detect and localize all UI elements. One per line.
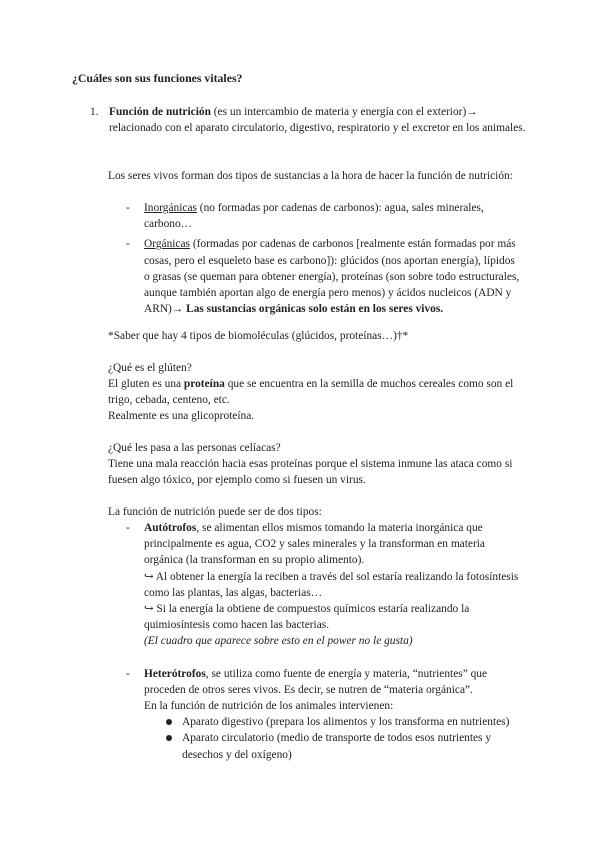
list-item-heterotrophs <box>126 666 522 763</box>
dash-marker: - <box>126 667 130 680</box>
dash-marker: - <box>126 202 130 214</box>
circulatory-text: Aparato circulatorio (medio de transporte de todos esos nutrientes y desechos y del oxígeno) <box>182 732 492 761</box>
substances-intro: Los seres vivos forman dos tipos de sustancias a la hora de hacer la función de nutrición: <box>108 170 513 182</box>
gluten-answer-end: que se encuentra en la semilla de muchos cereales como son el trigo, cebada, centeno, etc. <box>108 378 514 407</box>
gluten-answer-bold: proteína <box>183 378 225 390</box>
inorganic-label: Inorgánicas <box>144 202 197 214</box>
nutrition-types-list <box>126 520 522 763</box>
animals-intro: En la función de nutrición de los animales intervienen: <box>144 700 394 713</box>
celiac-question: ¿Qué les pasa a las personas celíacas? <box>108 442 281 454</box>
substances-list <box>126 200 522 317</box>
gluten-extra: Realmente es una glicoproteína. <box>108 410 255 422</box>
heterotrophs-text: , se utiliza como fuente de energía y materia, “nutrientes” que proceden de otros seres vivos. Es decir, se nutren de “materia orgánica”. <box>144 667 488 696</box>
gluten-answer-start: El gluten es una <box>108 378 184 390</box>
section-number: 1. <box>90 106 99 118</box>
page-heading: ¿Cuáles son sus funciones vitales? <box>72 71 243 85</box>
list-item-digestive <box>164 714 522 730</box>
types-intro: La función de nutrición puede ser de dos tipos: <box>108 506 322 518</box>
photosynthesis-note: ↪ Al obtener la energía la reciben a través del sol estaría realizando la fotosíntesis como las plantas, las algas, bacterias… <box>144 570 519 599</box>
dash-marker: - <box>126 238 130 251</box>
section-nutrition <box>90 104 530 136</box>
chemosynthesis-note: ↪ Si la energía la obtiene de compuestos químicos estaría realizando la quimiosíntesis como hacen las bacterias. <box>144 603 470 632</box>
celiac-answer: Tiene una mala reacción hacia esas proteínas porque el sistema inmune las ataca como si fuesen algo tóxico, por ejemplo como si fuesen un virus. <box>108 458 513 487</box>
organ-systems-list <box>164 714 522 763</box>
section-title: Función de nutrición <box>109 106 211 118</box>
power-note: (El cuadro que aparece sobre esto en el power no le gusta) <box>144 635 413 648</box>
bullet-icon <box>166 735 172 741</box>
bullet-icon <box>166 719 172 725</box>
biomolecules-note: *Saber que hay 4 tipos de biomoléculas (glúcidos, proteínas…)†* <box>108 330 409 342</box>
gluten-question: ¿Qué es el glúten? <box>108 362 192 374</box>
list-item-autotrophs <box>126 520 522 650</box>
autotrophs-definition <box>144 520 522 569</box>
autotrophs-text: , se alimentan ellos mismos tomando la materia inorgánica que principalmente es agua, CO2 y sales minerales y la transforman en materia orgánica (la transforman en su propio alimento). <box>144 522 485 567</box>
autotrophs-label: Autótrofos <box>144 522 197 534</box>
inorganic-text: (no formadas por cadenas de carbonos): agua, sales minerales, carbono… <box>144 202 484 231</box>
heterotrophs-label: Heterótrofos <box>144 667 206 680</box>
organic-highlight: Las sustancias orgánicas solo están en los seres vivos. <box>186 303 444 316</box>
section-text <box>109 104 530 136</box>
dash-marker: - <box>126 522 130 534</box>
gluten-answer <box>108 376 528 408</box>
heterotrophs-definition <box>144 666 522 698</box>
list-item-circulatory <box>164 730 522 762</box>
list-item-inorganic <box>126 200 522 232</box>
section-description: (es un intercambio de materia y energía con el exterior)→ relacionado con el aparato circulatorio, digestivo, respiratorio y el excretor en los animales. <box>109 106 526 135</box>
list-item-organic <box>126 236 522 317</box>
digestive-text: Aparato digestivo (prepara los alimentos y los transforma en nutrientes) <box>182 716 510 729</box>
organic-label: Orgánicas <box>144 238 190 251</box>
organic-text: (formadas por cadenas de carbonos [realmente están formadas por más cosas, pero el esqueleto base es carbono]): glúcidos (nos aportan energía), lípidos o grasas (se queman para obtener energía), proteínas (son sobre todo estructurales, aunque también aportan algo de energía pero menos) y ácidos nucleicos (ADN y ARN)→ <box>144 238 520 316</box>
